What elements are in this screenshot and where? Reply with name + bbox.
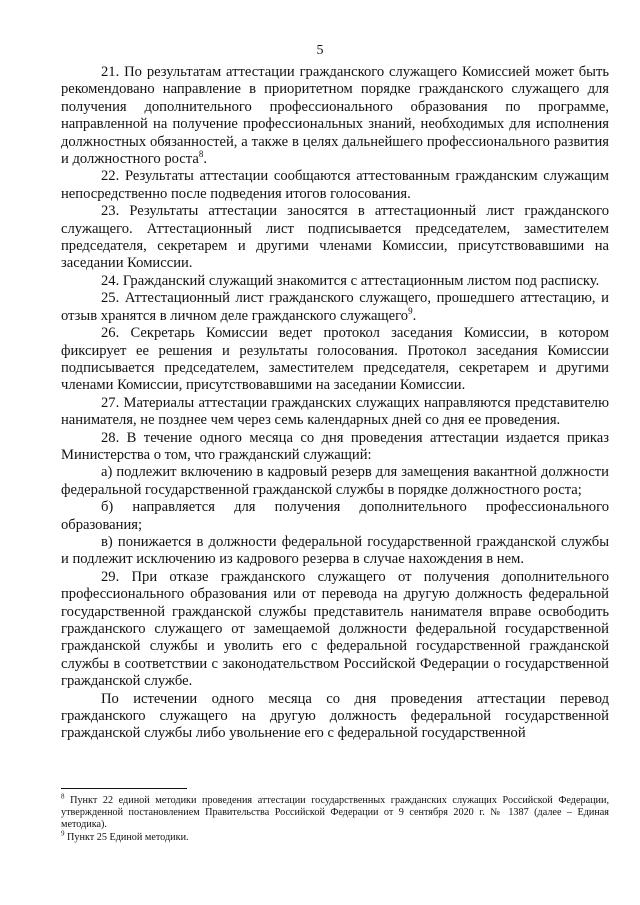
footnote-text: Пункт 22 единой методики проведения аттестации государственных гражданских служащих Российской Федерации, утвержденной постановлением Правительства Российской Федерации от 9 сентября 2020 г. № 1387 (далее – Единая методика). bbox=[61, 795, 610, 831]
footnote-9 bbox=[61, 829, 609, 844]
footnote-divider bbox=[61, 788, 187, 789]
paragraph-23: 23. Результаты аттестации заносятся в аттестационный лист гражданского служащего. Аттестационный лист подписывается председателем, заместителем председателя, секретарем и другими членами Комиссии, присутствовавшими на заседании Комиссии. bbox=[61, 203, 609, 272]
paragraph-27: 27. Материалы аттестации гражданских служащих направляются представителю нанимателя, не позднее чем через семь календарных дней со дня ее проведения. bbox=[61, 394, 609, 429]
list-item-b: б) направляется для получения дополнительного профессионального образования; bbox=[61, 499, 609, 533]
footnotes bbox=[61, 792, 610, 844]
paragraph-25: 25. Аттестационный лист гражданского служащего, прошедшего аттестацию, и отзыв хранятся в личном деле гражданского служащего$^9$. bbox=[61, 290, 609, 324]
paragraph-26: 26. Секретарь Комиссии ведет протокол заседания Комиссии, в котором фиксирует ее решения и результаты голосования. Протокол заседания Комиссии подписывается председателем, заместителем председателя, секретарем и другими членами Комиссии, присутствовавшими на заседании Комиссии. bbox=[61, 325, 609, 394]
footnote-ref: 9 bbox=[408, 305, 413, 316]
paragraph-29: 29. При отказе гражданского служащего от получения дополнительного профессионального образования или от перевода на другую должность федеральной государственной гражданской службы представитель нанимателя вправе освободить гражданского служащего от замещаемой должности федеральной государственной гражданской службы и уволить его с федеральной государственной гражданской службы в соответствии с законодательством Российской Федерации о государственной гражданской службе. bbox=[61, 568, 609, 690]
footnote-ref: 8 bbox=[198, 149, 204, 160]
paragraph-21: 21. По результатам аттестации гражданского служащего Комиссией может быть рекомендовано направление в приоритетном порядке гражданского служащего для получения дополнительного профессионального образования по программе, направленной на получение профессиональных знаний, необходимых для исполнения должностных обязанностей, а также в целях дальнейшего профессионального развития и должностного роста$^8$. bbox=[61, 64, 609, 168]
paragraph-text: 21. По результатам аттестации гражданского служащего Комиссией может быть рекомендовано направление в приоритетном порядке гражданского служащего для получения дополнительного профессионального образования по программе, направленной на получение профессиональных знаний, необходимых для исполнения должностных обязанностей, а также в целях дальнейшего профессионального развития и должностного роста bbox=[61, 64, 609, 168]
list-item-a: а) подлежит включению в кадровый резерв для замещения вакантной должности федеральной государственной гражданской службы в порядке должностного роста; bbox=[61, 464, 609, 498]
paragraph-24: 24. Гражданский служащий знакомится с аттестационным листом под расписку. bbox=[101, 272, 600, 289]
list-item-c: в) понижается в должности федеральной государственной гражданской службы и подлежит исключению из кадрового резерва в случае нахождения в нем. bbox=[61, 533, 609, 568]
footnote-8 bbox=[61, 792, 610, 832]
paragraph-28: 28. В течение одного месяца со дня проведения аттестации издается приказ Министерства о том, что гражданский служащий: bbox=[61, 429, 609, 463]
footnote-mark: 8 bbox=[61, 792, 65, 801]
paragraph-29-continued: По истечении одного месяца со дня проведения аттестации перевод гражданского служащего на другую должность федеральной государственной гражданской службы либо увольнение его с федеральной государственной bbox=[61, 690, 609, 742]
footnote-text: Пункт 25 Единой методики. bbox=[67, 831, 189, 843]
paragraph-22: 22. Результаты аттестации сообщаются аттестованным гражданским служащим непосредственно после подведения итогов голосования. bbox=[61, 168, 609, 202]
paragraph-text: 25. Аттестационный лист гражданского служащего, прошедшего аттестацию, и отзыв хранятся в личном деле гражданского служащего bbox=[61, 290, 609, 324]
page-number: 5 bbox=[316, 43, 324, 58]
footnote-mark: 9 bbox=[61, 829, 65, 838]
document-body bbox=[61, 64, 609, 743]
